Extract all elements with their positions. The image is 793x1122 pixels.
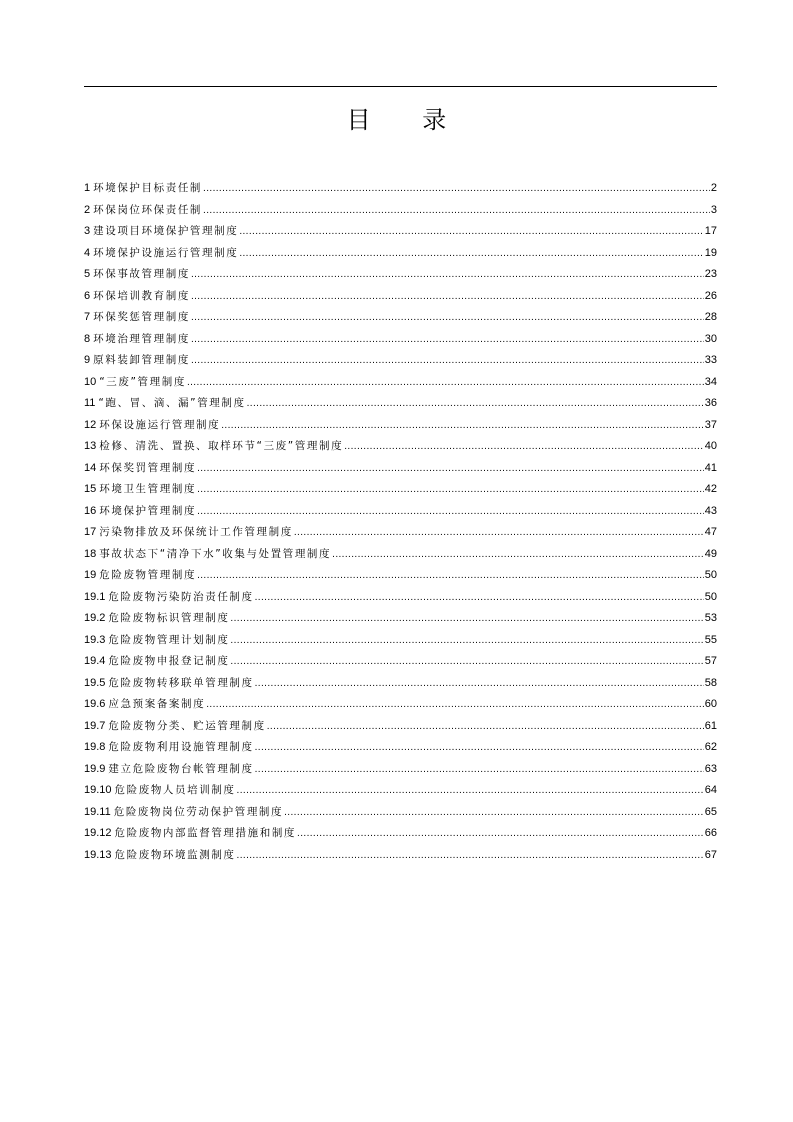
leader-dots	[294, 527, 704, 538]
toc-entry[interactable]	[84, 847, 717, 869]
toc-entry-page: 23	[704, 268, 717, 280]
toc-entry[interactable]	[84, 589, 717, 611]
toc-entry[interactable]	[84, 567, 717, 589]
toc-entry-number: 12	[84, 418, 97, 431]
toc-entry-label: 危险废物污染防治责任制度	[108, 590, 254, 603]
toc-entry-page: 55	[704, 633, 717, 646]
leader-dots	[197, 484, 704, 495]
header-rule	[84, 86, 717, 87]
toc-entry-label: 环境治理管理制度	[93, 332, 190, 345]
toc-entry-label: 危险废物利用设施管理制度	[108, 741, 254, 753]
toc-entry[interactable]	[84, 782, 717, 804]
toc-entry-label: 应急预案备案制度	[108, 698, 206, 710]
toc-entry-page: 58	[704, 676, 717, 689]
toc-entry-number: 19.7	[84, 719, 106, 732]
toc-entry-page: 34	[704, 375, 717, 388]
toc-entry-number: 13	[84, 440, 97, 452]
toc-entry-page: 57	[704, 655, 717, 667]
toc-entry[interactable]	[84, 309, 717, 331]
toc-entry-page: 2	[710, 182, 717, 194]
toc-entry[interactable]	[84, 718, 717, 740]
leader-dots	[203, 183, 710, 194]
toc-entry-label: 环保培训教育制度	[93, 289, 190, 302]
toc-entry-label: “跑、冒、滴、漏”管理制度	[98, 397, 246, 409]
toc-entry-number: 19.4	[84, 655, 106, 667]
leader-dots	[197, 506, 704, 517]
toc-entry[interactable]	[84, 460, 717, 482]
toc-entry-number: 19.5	[84, 676, 106, 689]
leader-dots	[187, 377, 704, 388]
toc-entry-label: 危险废物内部监督管理措施和制度	[114, 827, 297, 839]
toc-entry[interactable]	[84, 245, 717, 267]
toc-entry-number: 7	[84, 311, 91, 323]
toc-entry[interactable]	[84, 610, 717, 632]
toc-entry-number: 10	[84, 375, 97, 388]
toc-entry-number: 6	[84, 289, 91, 302]
toc-entry-number: 11	[84, 397, 96, 409]
toc-entry[interactable]	[84, 825, 717, 847]
toc-entry-page: 30	[704, 332, 717, 345]
toc-entry-label: 危险废物转移联单管理制度	[108, 676, 254, 689]
leader-dots	[191, 355, 704, 366]
leader-dots	[344, 441, 704, 452]
toc-entry-number: 5	[84, 268, 91, 280]
toc-entry[interactable]	[84, 503, 717, 525]
leader-dots	[267, 721, 704, 732]
leader-dots	[237, 850, 704, 861]
toc-entry-label: 危险废物人员培训制度	[114, 784, 236, 796]
toc-entry[interactable]	[84, 438, 717, 460]
toc-entry-label: 原料装卸管理制度	[93, 354, 190, 366]
toc-entry-page: 41	[704, 461, 717, 474]
leader-dots	[297, 828, 704, 839]
toc-entry-number: 1	[84, 182, 91, 194]
toc-entry-label: 危险废物申报登记制度	[108, 655, 230, 667]
leader-dots	[239, 248, 703, 259]
toc-entry-label: 建设项目环境保护管理制度	[93, 225, 239, 237]
toc-entry-number: 19.12	[84, 827, 112, 839]
table-of-contents	[84, 180, 717, 868]
toc-entry-page: 42	[704, 483, 717, 495]
toc-entry-label: 污染物排放及环保统计工作管理制度	[99, 526, 293, 538]
toc-entry-page: 37	[704, 418, 717, 431]
toc-entry-number: 19.10	[84, 784, 112, 796]
toc-entry[interactable]	[84, 352, 717, 374]
toc-entry[interactable]	[84, 546, 717, 568]
leader-dots	[203, 205, 710, 216]
toc-entry[interactable]	[84, 632, 717, 654]
toc-entry-label: 环境卫生管理制度	[99, 483, 197, 495]
toc-entry-page: 36	[704, 397, 717, 409]
toc-entry-label: 危险废物岗位劳动保护管理制度	[113, 805, 284, 818]
toc-entry-page: 65	[704, 805, 717, 818]
leader-dots	[197, 463, 704, 474]
leader-dots	[191, 269, 704, 280]
toc-entry-label: 危险废物管理制度	[99, 569, 197, 581]
toc-entry-number: 4	[84, 246, 91, 259]
leader-dots	[255, 764, 704, 775]
toc-entry-page: 50	[704, 569, 717, 581]
toc-entry-page: 28	[704, 311, 717, 323]
toc-entry-label: 环保事故管理制度	[93, 268, 190, 280]
toc-entry[interactable]	[84, 331, 717, 353]
toc-entry-page: 19	[704, 246, 717, 259]
toc-entry-number: 19.6	[84, 698, 106, 710]
toc-entry-number: 19	[84, 569, 97, 581]
toc-entry-page: 43	[704, 504, 717, 517]
leader-dots	[221, 420, 704, 431]
leader-dots	[332, 549, 704, 560]
toc-entry-page: 40	[704, 440, 717, 452]
toc-entry[interactable]	[84, 524, 717, 546]
toc-entry-page: 63	[704, 762, 717, 775]
leader-dots	[284, 807, 704, 818]
leader-dots	[230, 635, 703, 646]
toc-entry-number: 19.2	[84, 612, 106, 624]
toc-entry-label: 环保岗位环保责任制	[93, 203, 203, 216]
toc-entry-number: 19.9	[84, 762, 106, 775]
toc-entry-number: 14	[84, 461, 97, 474]
toc-entry-label: 环保设施运行管理制度	[99, 418, 221, 431]
toc-entry-number: 8	[84, 332, 91, 345]
leader-dots	[191, 312, 704, 323]
toc-entry-number: 17	[84, 526, 97, 538]
toc-entry-page: 66	[704, 827, 717, 839]
toc-entry-label: 危险废物标识管理制度	[108, 612, 230, 624]
toc-entry-label: 危险废物环境监测制度	[114, 848, 236, 861]
toc-entry-label: 环境保护目标责任制	[93, 182, 203, 194]
leader-dots	[247, 398, 704, 409]
toc-entry-number: 9	[84, 354, 91, 366]
leader-dots	[239, 226, 703, 237]
toc-entry-label: 环保奖罚管理制度	[99, 461, 197, 474]
toc-entry-page: 64	[704, 784, 717, 796]
toc-entry-label: 环境保护管理制度	[99, 504, 197, 517]
toc-entry-label: 环境保护设施运行管理制度	[93, 246, 239, 259]
toc-entry-page: 17	[704, 225, 717, 237]
leader-dots	[255, 678, 704, 689]
toc-entry[interactable]	[84, 223, 717, 245]
leader-dots	[197, 570, 704, 581]
toc-entry-page: 26	[704, 289, 717, 302]
toc-entry[interactable]	[84, 653, 717, 675]
toc-entry-number: 2	[84, 203, 91, 216]
toc-entry[interactable]	[84, 395, 717, 417]
toc-entry[interactable]	[84, 696, 717, 718]
toc-entry[interactable]	[84, 481, 717, 503]
leader-dots	[230, 656, 703, 667]
toc-entry[interactable]	[84, 675, 717, 697]
toc-entry-page: 67	[704, 848, 717, 861]
leader-dots	[255, 592, 704, 603]
toc-entry[interactable]	[84, 739, 717, 761]
leader-dots	[206, 699, 704, 710]
toc-entry-label: “三废”管理制度	[99, 375, 186, 388]
toc-entry[interactable]	[84, 804, 717, 826]
toc-entry[interactable]	[84, 374, 717, 396]
toc-entry[interactable]	[84, 288, 717, 310]
toc-entry-label: 检修、清洗、置换、取样环节“三废”管理制度	[99, 440, 344, 452]
toc-entry-number: 3	[84, 225, 91, 237]
leader-dots	[230, 613, 703, 624]
toc-entry-label: 危险废物管理计划制度	[108, 633, 230, 646]
toc-entry-number: 15	[84, 483, 97, 495]
page-title: 目 录	[346, 106, 469, 134]
leader-dots	[191, 291, 704, 302]
toc-entry-page: 50	[704, 590, 717, 603]
toc-entry-label: 事故状态下“清净下水”收集与处置管理制度	[99, 547, 332, 560]
leader-dots	[255, 742, 704, 753]
toc-entry-number: 19.3	[84, 633, 106, 646]
toc-entry-label: 环保奖惩管理制度	[93, 311, 190, 323]
toc-entry-page: 33	[704, 354, 717, 366]
toc-entry-page: 62	[704, 741, 717, 753]
leader-dots	[191, 334, 704, 345]
toc-entry[interactable]	[84, 180, 717, 202]
toc-entry-number: 19.11	[84, 805, 111, 818]
toc-entry-number: 19.1	[84, 590, 106, 603]
toc-entry-number: 19.8	[84, 741, 106, 753]
toc-entry-label: 建立危险废物台帐管理制度	[108, 762, 254, 775]
toc-entry[interactable]	[84, 266, 717, 288]
toc-entry-number: 16	[84, 504, 97, 517]
toc-entry-page: 60	[704, 698, 717, 710]
toc-entry-label: 危险废物分类、贮运管理制度	[108, 719, 266, 732]
toc-entry-page: 53	[704, 612, 717, 624]
toc-entry[interactable]	[84, 417, 717, 439]
leader-dots	[237, 785, 704, 796]
toc-entry-number: 19.13	[84, 848, 112, 861]
toc-entry-page: 3	[710, 203, 717, 216]
toc-entry[interactable]	[84, 761, 717, 783]
toc-entry[interactable]	[84, 202, 717, 224]
toc-entry-number: 18	[84, 547, 97, 560]
toc-entry-page: 49	[704, 547, 717, 560]
toc-entry-page: 61	[704, 719, 717, 732]
toc-entry-page: 47	[704, 526, 717, 538]
